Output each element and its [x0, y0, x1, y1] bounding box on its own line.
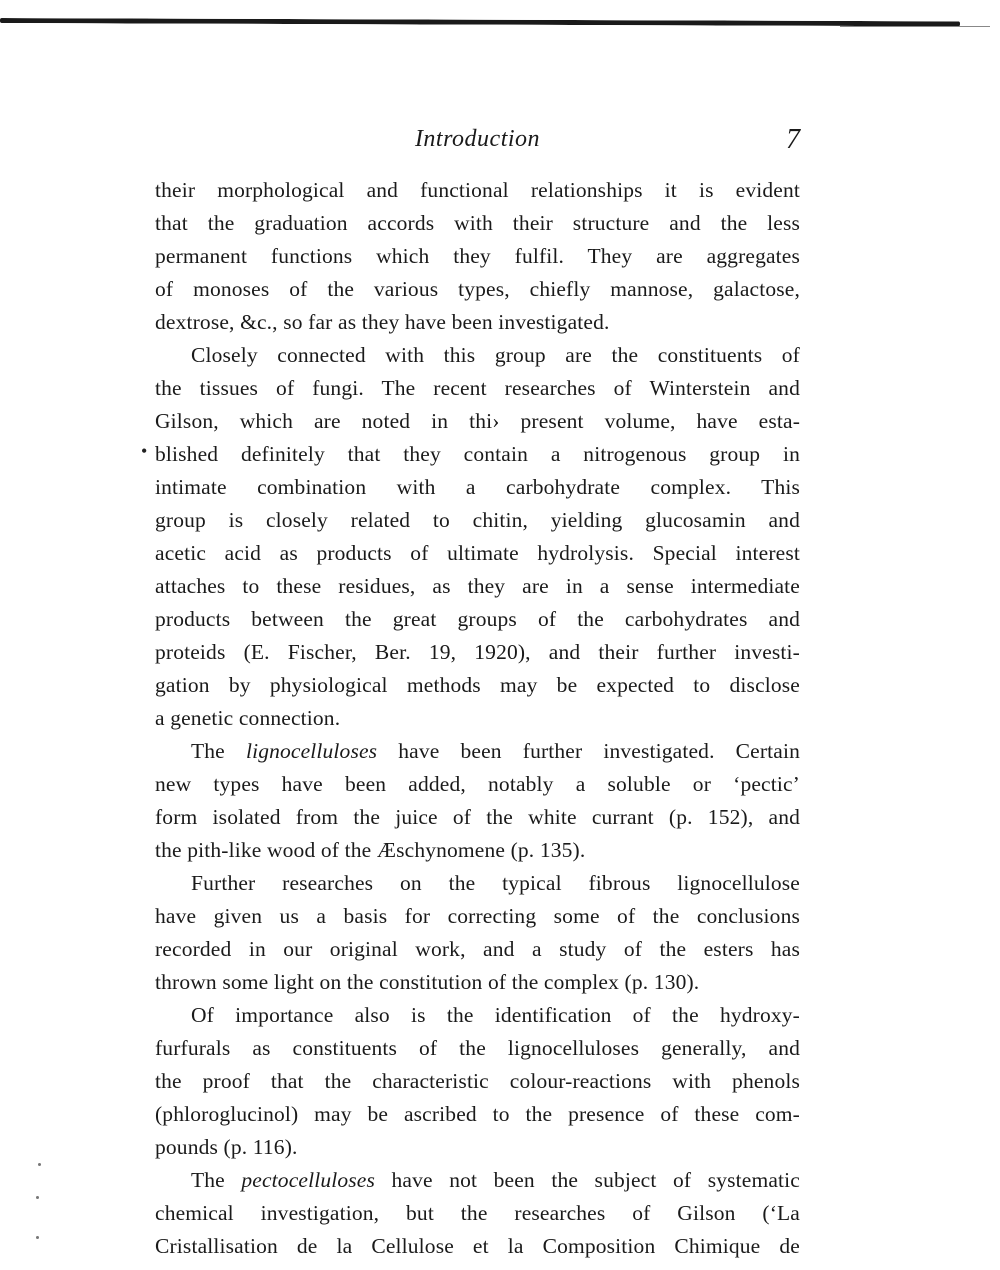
text-line: dextrose, &c., so far as they have been investigated. — [155, 310, 610, 334]
text-line: acetic acid as products of ultimate hydrolysis. Special interest — [155, 541, 800, 565]
text-line: of monoses of the various types, chiefly mannose, galactose, — [155, 277, 800, 301]
page-header — [155, 122, 800, 158]
text-line: group is closely related to chitin, yielding glucosamin and — [155, 508, 800, 532]
text-line: recorded in our original work, and a study of the esters has — [155, 937, 800, 961]
text-line: their morphological and functional relationships it is evident — [155, 178, 800, 202]
text-line: new types have been added, notably a soluble or ‘pectic’ — [155, 772, 800, 796]
text-line: a genetic connection. — [155, 706, 341, 730]
italic-term: pectocelluloses — [241, 1168, 375, 1192]
text-line: (phloroglucinol) may be ascribed to the presence of these com- — [155, 1102, 800, 1126]
margin-mark: • — [141, 441, 148, 461]
text-line: products between the great groups of the carbohydrates and — [155, 607, 800, 631]
text-line — [155, 735, 800, 768]
text-line: that the graduation accords with their structure and the less — [155, 211, 800, 235]
text-line: blished definitely that they contain a nitrogenous group in — [155, 442, 800, 466]
text-line: attaches to these residues, as they are in a sense intermediate — [155, 574, 800, 598]
text-line: the pith-like wood of the Æschynomene (p. 135). — [155, 838, 586, 862]
text-line: proteids (E. Fischer, Ber. 19, 1920), and their further investi- — [155, 640, 800, 664]
text-line — [155, 1164, 800, 1197]
italic-term: lignocelluloses — [245, 739, 378, 763]
text-line: the tissues of fungi. The recent researches of Winterstein and — [155, 376, 800, 400]
scan-speck — [36, 1196, 39, 1199]
text-line: intimate combination with a carbohydrate complex. This — [155, 475, 800, 499]
scan-speck — [36, 1236, 39, 1239]
text-line: Of importance also is the identification of the hydroxy- — [191, 1003, 800, 1027]
text-line-pre: The — [191, 739, 246, 763]
page-number: 7 — [786, 124, 800, 155]
text-line-post: have not been the subject of systematic — [374, 1168, 800, 1192]
text-line: form isolated from the juice of the white currant (p. 152), and — [155, 805, 800, 829]
text-line: the proof that the characteristic colour-reactions with phenols — [155, 1069, 800, 1093]
text-line: gation by physiological methods may be expected to disclose — [155, 673, 800, 697]
text-line: Gilson, which are noted in thi› present volume, have esta- — [155, 409, 800, 433]
top-scan-rule-tail — [840, 26, 990, 27]
top-scan-rule — [0, 18, 960, 26]
text-line: Further researches on the typical fibrous lignocellulose — [191, 871, 800, 895]
text-line: Closely connected with this group are the constituents of — [191, 343, 800, 367]
text-line: Cristallisation de la Cellulose et la Composition Chimique de — [155, 1234, 800, 1258]
scan-speck — [38, 1163, 41, 1166]
text-line-post: have been further investigated. Certain — [377, 739, 800, 763]
running-title: Introduction — [414, 126, 541, 152]
text-line: chemical investigation, but the researches of Gilson (‘La — [155, 1201, 800, 1225]
text-line: pounds (p. 116). — [155, 1135, 298, 1159]
text-line: permanent functions which they fulfil. They are aggregates — [155, 244, 800, 268]
text-line: have given us a basis for correcting some of the conclusions — [155, 904, 800, 928]
text-line: thrown some light on the constitution of the complex (p. 130). — [155, 970, 700, 994]
text-line-pre: The — [191, 1168, 242, 1192]
body-text — [155, 174, 800, 1263]
text-line: furfurals as constituents of the lignocelluloses generally, and — [155, 1036, 800, 1060]
